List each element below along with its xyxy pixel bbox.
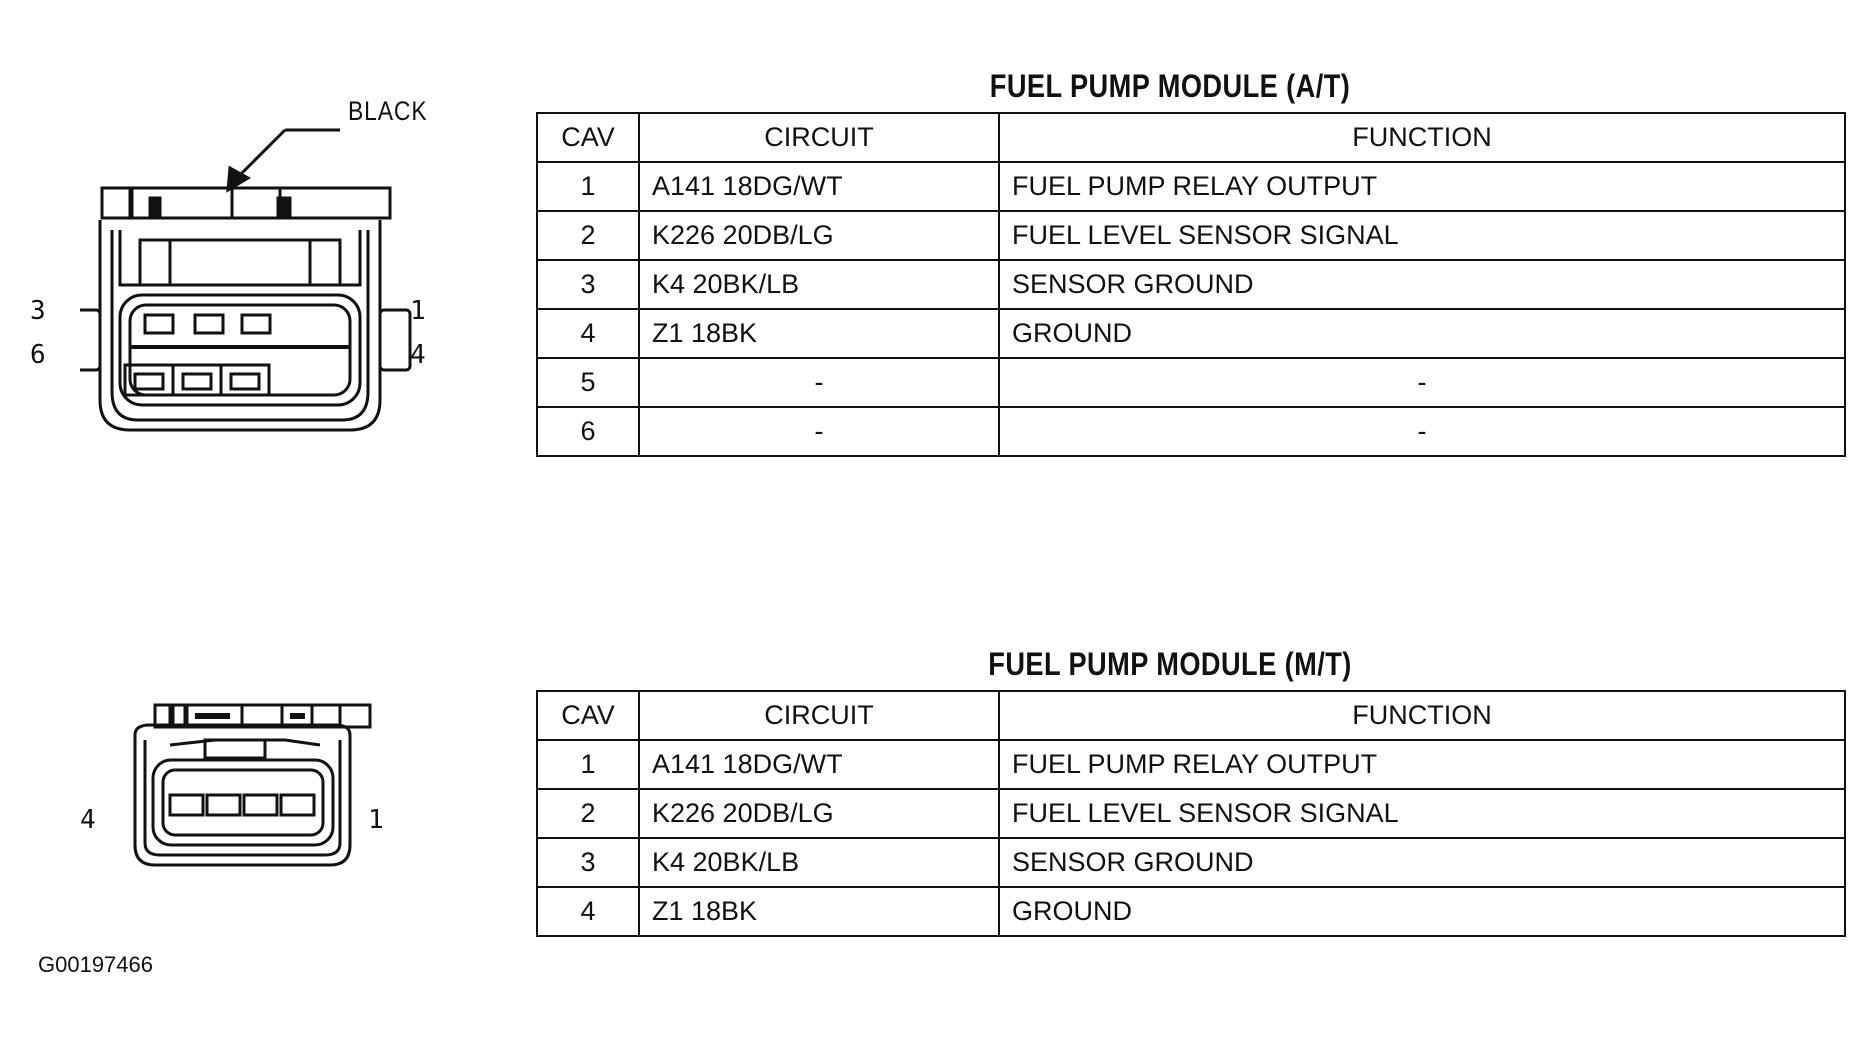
pin-label-4: 4 — [410, 340, 426, 370]
table-row — [537, 211, 1845, 260]
pin-table-mt — [536, 690, 1846, 937]
cell-function: FUEL PUMP RELAY OUTPUT — [999, 162, 1845, 211]
pin-label-1: 1 — [410, 296, 426, 326]
cell-circuit: - — [639, 407, 999, 456]
table-row — [537, 887, 1845, 936]
cell-function: GROUND — [999, 887, 1845, 936]
cell-function: - — [999, 407, 1845, 456]
table-row — [537, 838, 1845, 887]
cell-cav: 1 — [537, 740, 639, 789]
cell-cav: 1 — [537, 162, 639, 211]
header-function: FUNCTION — [999, 113, 1845, 162]
cell-cav: 6 — [537, 407, 639, 456]
cell-cav: 5 — [537, 358, 639, 407]
cell-circuit: K4 20BK/LB — [639, 838, 999, 887]
connector-color-label: BLACK — [348, 96, 428, 126]
header-circuit: CIRCUIT — [639, 113, 999, 162]
table-row — [537, 162, 1845, 211]
table-title-at: FUEL PUMP MODULE (A/T) — [989, 68, 1351, 104]
connector-diagram-mt — [125, 695, 385, 875]
pin-table-at — [536, 112, 1846, 457]
cell-function: GROUND — [999, 309, 1845, 358]
header-cav: CAV — [537, 113, 639, 162]
pin-label-4: 4 — [80, 805, 96, 835]
header-circuit: CIRCUIT — [639, 691, 999, 740]
cell-cav: 4 — [537, 887, 639, 936]
table-row — [537, 358, 1845, 407]
cell-circuit: Z1 18BK — [639, 309, 999, 358]
pin-label-3: 3 — [30, 296, 46, 326]
cell-circuit: A141 18DG/WT — [639, 162, 999, 211]
cell-cav: 2 — [537, 789, 639, 838]
pin-label-1: 1 — [368, 805, 384, 835]
cell-cav: 4 — [537, 309, 639, 358]
connector-at-drawing — [80, 110, 480, 440]
cell-circuit: K4 20BK/LB — [639, 260, 999, 309]
cell-circuit: K226 20DB/LG — [639, 211, 999, 260]
table-title-mt: FUEL PUMP MODULE (M/T) — [988, 646, 1352, 682]
cell-function: - — [999, 358, 1845, 407]
header-function: FUNCTION — [999, 691, 1845, 740]
cell-cav: 2 — [537, 211, 639, 260]
cell-cav: 3 — [537, 260, 639, 309]
cell-function: FUEL PUMP RELAY OUTPUT — [999, 740, 1845, 789]
connector-mt-drawing — [125, 695, 385, 875]
header-cav: CAV — [537, 691, 639, 740]
cell-function: SENSOR GROUND — [999, 260, 1845, 309]
table-header-row — [537, 691, 1845, 740]
cell-function: FUEL LEVEL SENSOR SIGNAL — [999, 789, 1845, 838]
figure-id: G00197466 — [38, 952, 153, 977]
pin-label-6: 6 — [30, 340, 46, 370]
cell-cav: 3 — [537, 838, 639, 887]
table-row — [537, 407, 1845, 456]
cell-circuit: A141 18DG/WT — [639, 740, 999, 789]
table-header-row — [537, 113, 1845, 162]
cell-circuit: K226 20DB/LG — [639, 789, 999, 838]
table-row — [537, 309, 1845, 358]
connector-diagram-at — [80, 96, 480, 440]
cell-circuit: - — [639, 358, 999, 407]
table-row — [537, 789, 1845, 838]
table-row — [537, 260, 1845, 309]
table-row — [537, 740, 1845, 789]
cell-function: SENSOR GROUND — [999, 838, 1845, 887]
cell-circuit: Z1 18BK — [639, 887, 999, 936]
cell-function: FUEL LEVEL SENSOR SIGNAL — [999, 211, 1845, 260]
